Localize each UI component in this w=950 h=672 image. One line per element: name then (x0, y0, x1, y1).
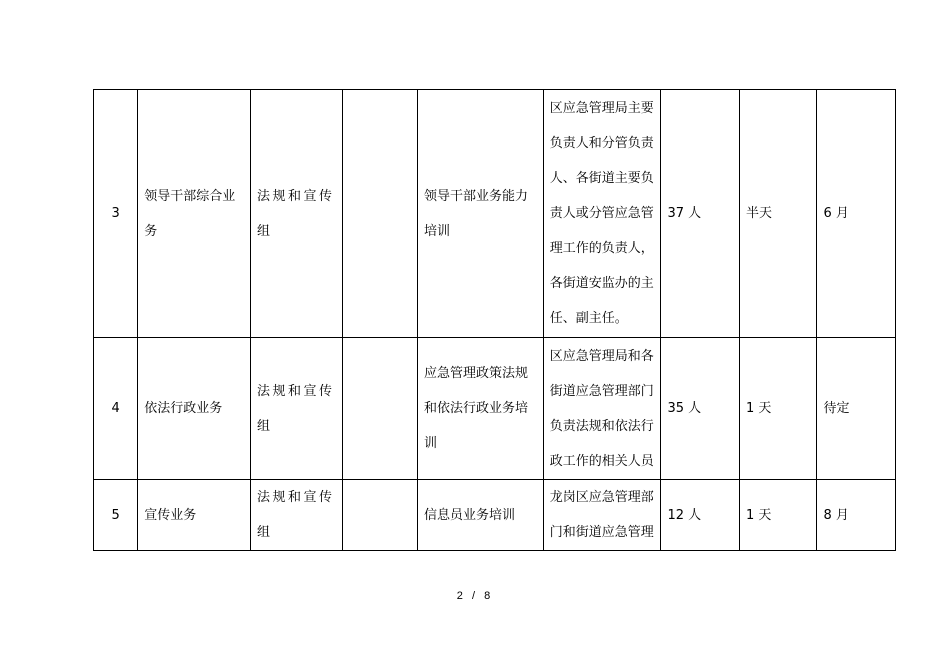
training-content-cell: 应急管理政策法规和依法行政业务培训 (417, 338, 543, 480)
table-row (94, 90, 896, 338)
headcount-cell: 35 人 (661, 338, 739, 480)
headcount-cell: 37 人 (661, 90, 739, 338)
blank-cell (342, 338, 417, 480)
business-cell: 依法行政业务 (138, 338, 251, 480)
table-row (94, 338, 896, 480)
table-row (94, 480, 896, 551)
row-number-cell: 4 (94, 338, 138, 480)
participants-cell: 龙岗区应急管理部门和街道应急管理 (543, 480, 661, 551)
training-content-cell: 信息员业务培训 (417, 480, 543, 551)
participants-cell: 区应急管理局主要负责人和分管负责人、各街道主要负责人或分管应急管理工作的负责人，各街道安监办的主任、副主任。 (543, 90, 661, 338)
time-cell: 6 月 (817, 90, 896, 338)
blank-cell (342, 90, 417, 338)
time-cell: 8 月 (817, 480, 896, 551)
department-cell: 法规和宣传组 (250, 90, 342, 338)
business-cell: 宣传业务 (138, 480, 251, 551)
duration-cell: 半天 (739, 90, 816, 338)
training-content-cell: 领导干部业务能力培训 (417, 90, 543, 338)
training-plan-table (93, 89, 896, 551)
duration-cell: 1 天 (739, 480, 816, 551)
blank-cell (342, 480, 417, 551)
department-cell: 法规和宣传组 (250, 480, 342, 551)
department-cell: 法规和宣传组 (250, 338, 342, 480)
headcount-cell: 12 人 (661, 480, 739, 551)
business-cell: 领导干部综合业务 (138, 90, 251, 338)
row-number-cell: 5 (94, 480, 138, 551)
duration-cell: 1 天 (739, 338, 816, 480)
participants-cell: 区应急管理局和各街道应急管理部门负责法规和依法行政工作的相关人员 (543, 338, 661, 480)
time-cell: 待定 (817, 338, 896, 480)
page-number: 2 / 8 (456, 590, 494, 602)
row-number-cell: 3 (94, 90, 138, 338)
